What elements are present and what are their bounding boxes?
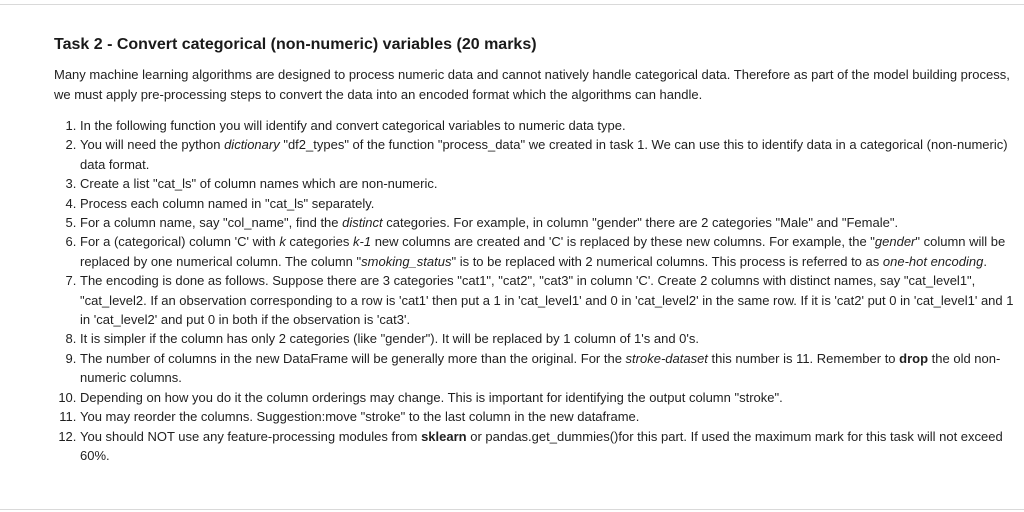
bottom-divider bbox=[0, 509, 1024, 510]
task-intro: Many machine learning algorithms are designed to process numeric data and cannot natively handle categorical data. Therefore as part of the model building process, we must apply pre-processing steps to convert the data into an encoded format which the algorithms can handle. bbox=[54, 67, 1010, 102]
list-item-11: 11. You may reorder the columns. Suggestion:move "stroke" to the last column in the new dataframe. bbox=[80, 407, 1016, 426]
top-divider bbox=[0, 4, 1024, 5]
list-item-4: 4. Process each column named in "cat_ls" separately. bbox=[80, 194, 1016, 213]
list-item-8: 8. It is simpler if the column has only 2 categories (like "gender"). It will be replaced by 1 column of 1's and 0's. bbox=[80, 329, 1016, 348]
list-item-5: 5. For a column name, say "col_name", find the distinct categories. For example, in column "gender" there are 2 categories "Male" and "Female". bbox=[80, 213, 1016, 232]
task-content bbox=[54, 35, 1016, 465]
list-item-7: 7. The encoding is done as follows. Suppose there are 3 categories "cat1", "cat2", "cat3" in column 'C'. Create 2 columns with distinct names, say "cat_level1", "cat_level2. If an observation corresponding to a row is 'cat1' then put a 1 in 'cat_level1' and 0 in 'cat_level2' in the same row. If it is 'cat2' put 0 in 'cat_level1' and 1 in 'cat_level2' and put 0 in both if the observation is 'cat3'. bbox=[80, 271, 1016, 329]
list-item-1: 1. In the following function you will identify and convert categorical variables to numeric data type. bbox=[80, 116, 1016, 135]
list-item-3: 3. Create a list "cat_ls" of column names which are non-numeric. bbox=[80, 174, 1016, 193]
list-item-9: 9. The number of columns in the new DataFrame will be generally more than the original. For the stroke-dataset this number is 11. Remember to drop the old non-numeric columns. bbox=[80, 349, 1016, 388]
list-item-10: 10. Depending on how you do it the column orderings may change. This is important for identifying the output column "stroke". bbox=[80, 388, 1016, 407]
list-item-12: 12. You should NOT use any feature-processing modules from sklearn or pandas.get_dummies()for this part. If used the maximum mark for this task will not exceed 60%. bbox=[80, 427, 1016, 466]
list-item-2: 2. You will need the python dictionary "df2_types" of the function "process_data" we created in task 1. We can use this to identify data in a categorical (non-numeric) data format. bbox=[80, 135, 1016, 174]
list-item-6: 6. For a (categorical) column 'C' with k categories k-1 new columns are created and 'C' is replaced by these new columns. For example, the "gender" column will be replaced by one numerical column. The column "smoking_status" is to be replaced with 2 numerical columns. This process is referred to as one-hot encoding. bbox=[80, 232, 1016, 271]
task-title: Task 2 - Convert categorical (non-numeric) variables (20 marks) bbox=[54, 36, 537, 53]
instructions-list bbox=[54, 116, 1016, 465]
